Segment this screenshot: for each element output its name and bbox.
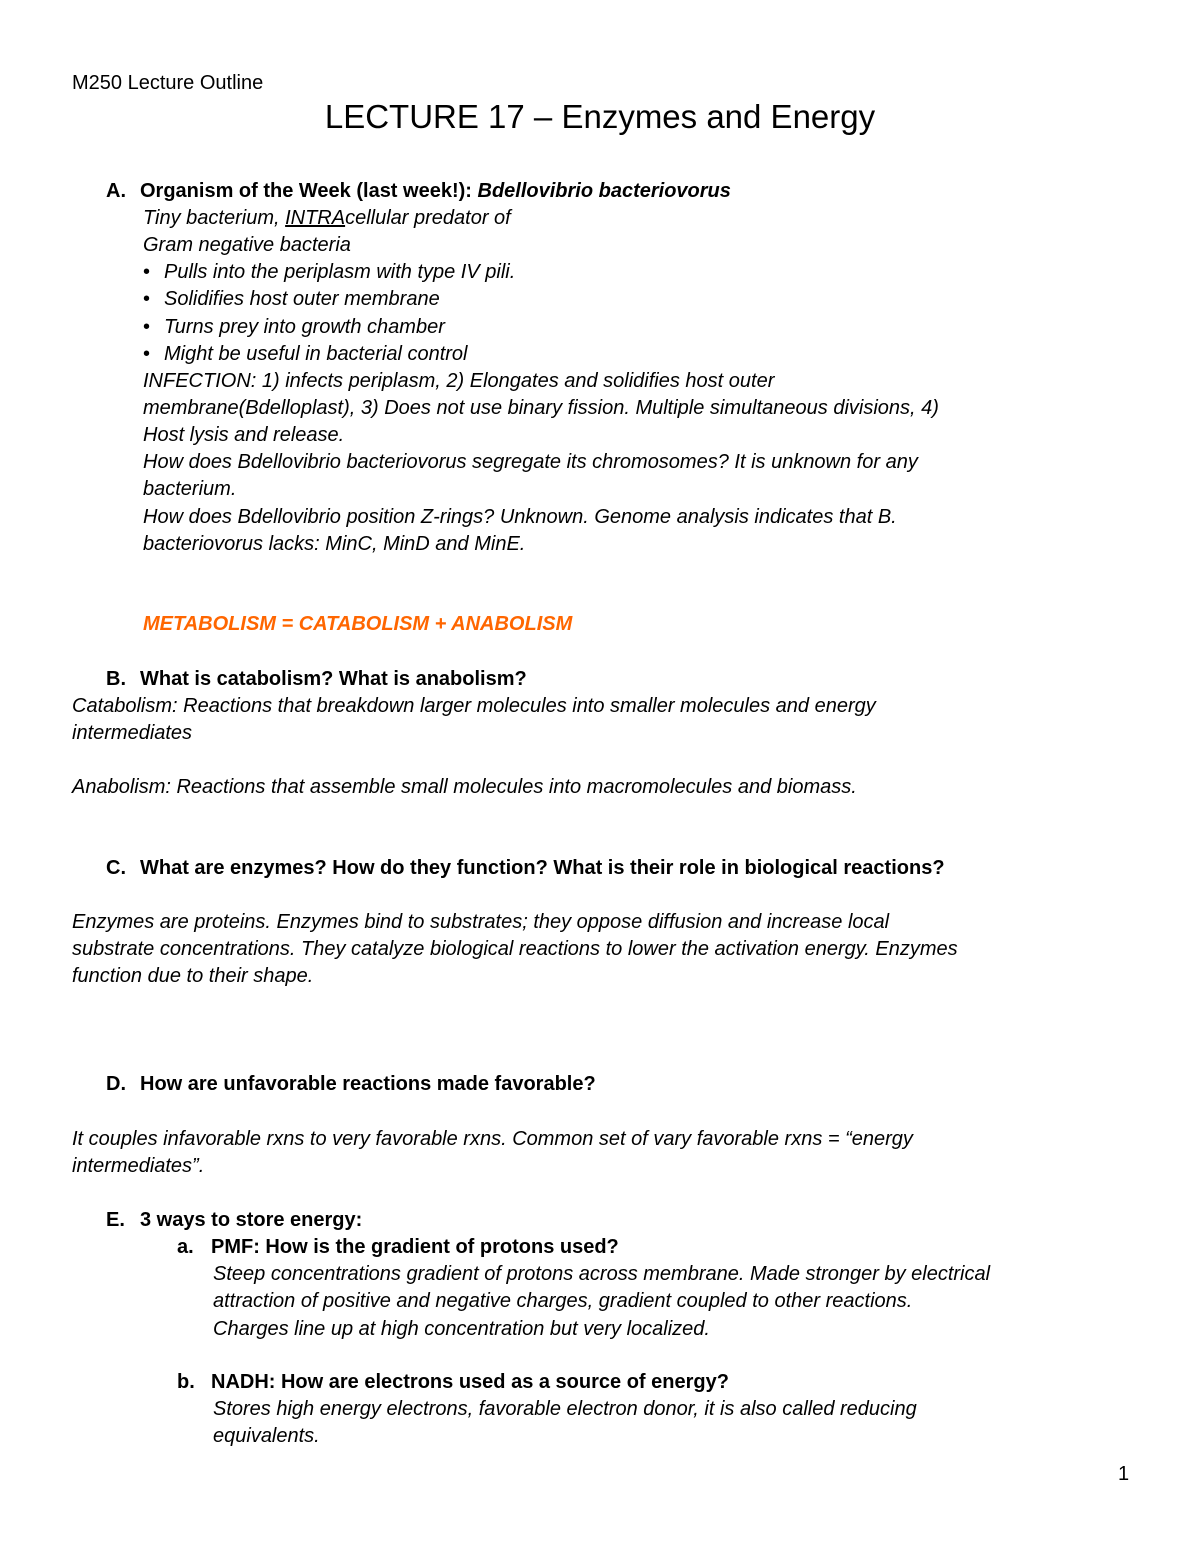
nadh-line: equivalents. [213,1425,320,1447]
section-e-letter: E. [106,1209,125,1231]
infection-line: INFECTION: 1) infects periplasm, 2) Elongates and solidifies host outer [143,370,775,392]
favorable-line: intermediates”. [72,1155,205,1177]
subitem-a-heading [177,1236,619,1259]
page-title: LECTURE 17 – Enzymes and Energy [324,98,876,135]
infection-line: bacteriovorus lacks: MinC, MinD and MinE. [143,533,526,555]
favorable-line: It couples infavorable rxns to very favorable rxns. Common set of vary favorable rxns = “energy [72,1128,913,1150]
section-c-letter: C. [106,857,126,879]
section-a-heading-text: Organism of the Week (last week!): [140,180,478,202]
section-b-heading [106,668,527,691]
nadh-line: Stores high energy electrons, favorable electron donor, it is also called reducing [213,1398,917,1420]
line-1-underlined: INTRA [285,207,346,229]
subitem-b-heading-text: NADH: How are electrons used as a source of energy? [211,1371,729,1393]
section-e-heading [106,1209,362,1232]
enzymes-line: function due to their shape. [72,965,314,987]
section-b-heading-text: What is catabolism? What is anabolism? [140,668,527,690]
section-b-letter: B. [106,668,126,690]
anabolism-line: Anabolism: Reactions that assemble small molecules into macromolecules and biomass. [72,776,857,798]
infection-line: How does Bdellovibrio bacteriovorus segregate its chromosomes? It is unknown for any [143,451,918,473]
section-d-heading-text: How are unfavorable reactions made favorable? [140,1073,596,1095]
pmf-line: Charges line up at high concentration but very localized. [213,1318,710,1340]
bullet-item: • Solidifies host outer membrane [143,288,440,311]
catabolism-line: intermediates [72,722,193,744]
subitem-a-letter: a. [177,1236,194,1258]
line-1-post: cellular predator of [345,207,511,229]
section-a-line-2: Gram negative bacteria [143,234,351,256]
pmf-line: Steep concentrations gradient of protons across membrane. Made stronger by electrical [213,1263,991,1285]
enzymes-line: substrate concentrations. They catalyze biological reactions to lower the activation energy. Enzymes [72,938,958,960]
infection-line: bacterium. [143,478,237,500]
infection-line: membrane(Bdelloplast), 3) Does not use binary fission. Multiple simultaneous divisions, 4) [143,397,939,419]
infection-line: Host lysis and release. [143,424,345,446]
enzymes-line: Enzymes are proteins. Enzymes bind to substrates; they oppose diffusion and increase local [72,911,890,933]
pmf-line: attraction of positive and negative charges, gradient coupled to other reactions. [213,1290,913,1312]
section-c-heading [106,857,945,880]
section-a-line-1 [143,207,511,230]
page-header: M250 Lecture Outline [72,72,264,94]
section-c-heading-text: What are enzymes? How do they function? What is their role in biological reactions? [140,857,945,879]
section-a-heading [106,180,731,203]
section-d-letter: D. [106,1073,126,1095]
subitem-b-heading [177,1371,729,1394]
bullet-item: • Turns prey into growth chamber [143,316,445,339]
infection-line: How does Bdellovibrio position Z-rings? Unknown. Genome analysis indicates that B. [143,506,897,528]
bullet-item: • Might be useful in bacterial control [143,343,468,366]
section-a-organism-name: Bdellovibrio bacteriovorus [477,180,731,202]
section-e-heading-text: 3 ways to store energy: [140,1209,363,1231]
metabolism-equation: METABOLISM = CATABOLISM + ANABOLISM [143,613,573,635]
subitem-a-heading-text: PMF: How is the gradient of protons used? [211,1236,619,1258]
section-d-heading [106,1073,596,1096]
section-a-letter: A. [106,180,126,202]
catabolism-line: Catabolism: Reactions that breakdown larger molecules into smaller molecules and energy [72,695,876,717]
page-number: 1 [1118,1463,1130,1485]
subitem-b-letter: b. [177,1371,195,1393]
line-1-pre: Tiny bacterium, [143,207,286,229]
bullet-item: • Pulls into the periplasm with type IV pili. [143,261,515,284]
